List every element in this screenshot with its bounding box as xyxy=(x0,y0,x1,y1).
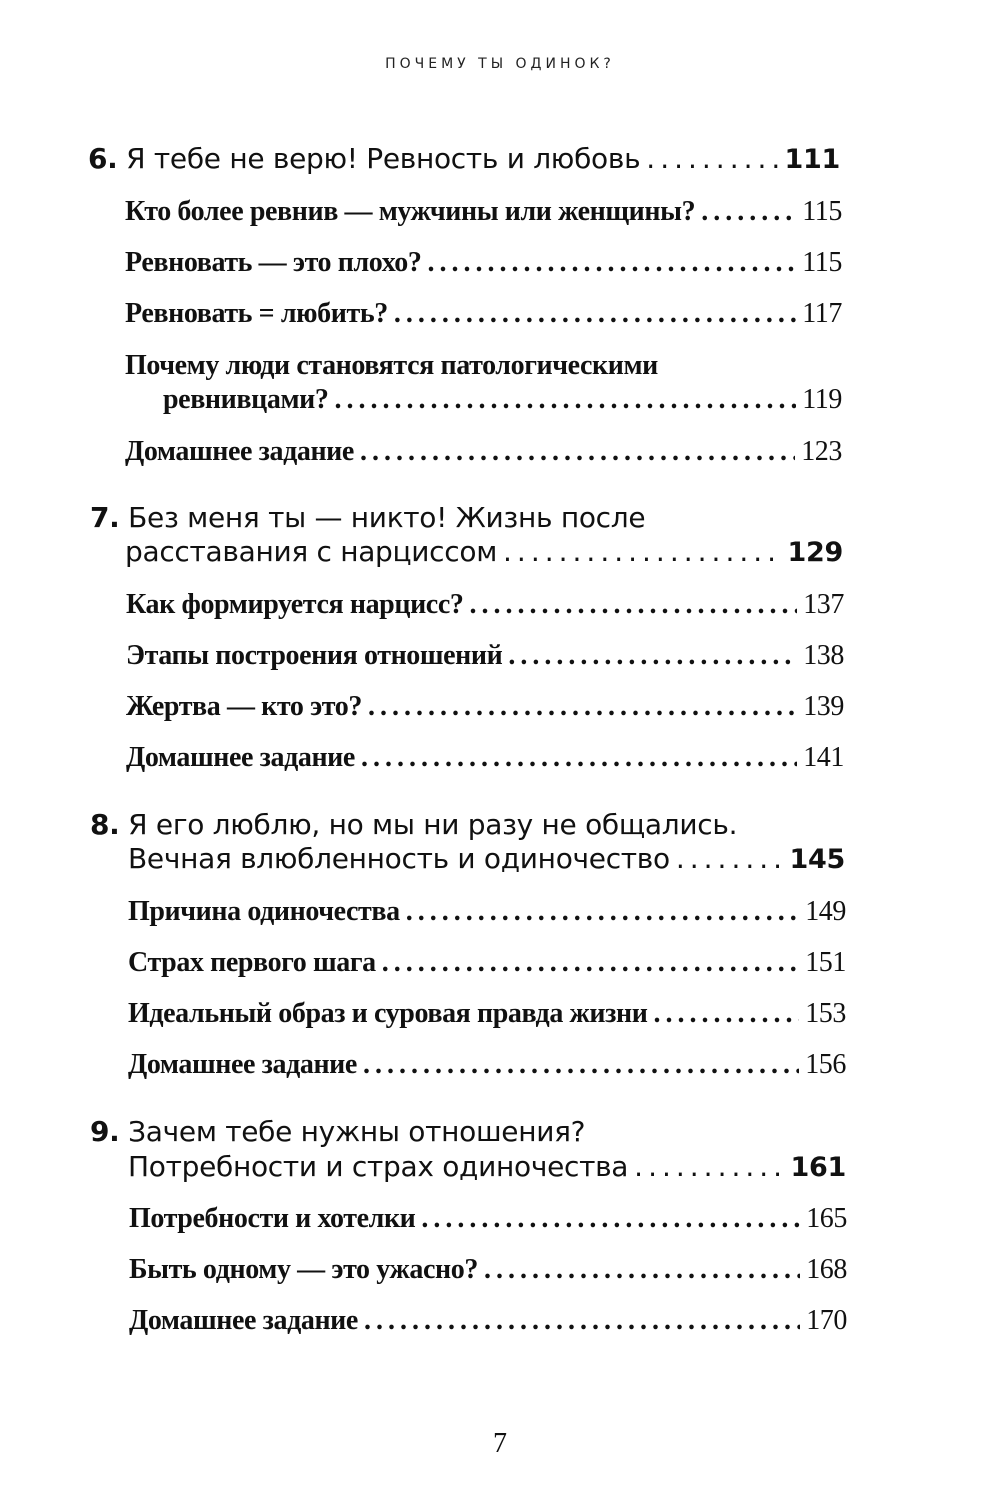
page-number: 129 xyxy=(787,537,843,568)
section-title: Быть одному — это ужасно? xyxy=(129,1254,478,1285)
toc-chapter-9-line1[interactable] xyxy=(90,1115,585,1148)
leader-dots xyxy=(676,842,784,875)
toc-section[interactable] xyxy=(129,1305,847,1337)
section-title-line1: Почему люди становятся патологическими xyxy=(125,350,658,381)
leader-dots xyxy=(382,947,799,979)
leader-dots xyxy=(427,247,796,279)
page-number: 138 xyxy=(803,640,844,671)
section-title: ревнивцами? xyxy=(163,384,329,415)
page-number: 156 xyxy=(805,1049,846,1080)
toc-section[interactable] xyxy=(126,589,844,621)
toc-section[interactable] xyxy=(126,691,844,723)
chapter-title: Я его люблю, но мы ни разу не общались. xyxy=(128,808,738,841)
page-number: 170 xyxy=(806,1305,847,1336)
leader-dots xyxy=(406,896,799,928)
page-folio: 7 xyxy=(493,1428,507,1459)
section-title: Жертва — кто это? xyxy=(126,691,362,722)
leader-dots xyxy=(394,298,796,330)
chapter-number: 7. xyxy=(90,501,120,534)
leader-dots xyxy=(634,1150,784,1183)
page-number: 168 xyxy=(806,1254,847,1285)
section-title: Ревновать — это плохо? xyxy=(125,247,422,278)
chapter-title: Зачем тебе нужны отношения? xyxy=(128,1115,586,1148)
page-number: 119 xyxy=(802,384,842,415)
toc-chapter-7[interactable] xyxy=(125,535,843,568)
page-number: 161 xyxy=(790,1152,846,1183)
toc-section[interactable] xyxy=(128,1049,846,1081)
page-number: 117 xyxy=(802,298,842,329)
toc-section[interactable] xyxy=(125,196,842,228)
leader-dots xyxy=(646,142,778,175)
leader-dots xyxy=(421,1203,800,1235)
leader-dots xyxy=(361,742,797,774)
section-title: Домашнее задание xyxy=(129,1305,358,1336)
toc-section[interactable] xyxy=(163,384,842,416)
leader-dots xyxy=(334,384,796,416)
chapter-title-line2: Потребности и страх одиночества xyxy=(128,1150,629,1183)
section-title: Идеальный образ и суровая правда жизни xyxy=(128,998,648,1029)
toc-section[interactable] xyxy=(129,1254,847,1286)
toc-section[interactable] xyxy=(128,896,846,928)
leader-dots xyxy=(469,589,797,621)
leader-dots xyxy=(360,436,795,468)
toc-section[interactable] xyxy=(125,436,842,468)
page-number: 151 xyxy=(805,947,846,978)
page-number: 111 xyxy=(784,144,840,175)
section-title: Домашнее задание xyxy=(128,1049,357,1080)
chapter-number: 6. xyxy=(88,142,118,175)
toc-chapter-8[interactable] xyxy=(128,842,845,875)
toc-section[interactable] xyxy=(125,298,842,330)
leader-dots xyxy=(701,196,796,228)
section-title: Причина одиночества xyxy=(128,896,400,927)
toc-chapter-7-line1[interactable] xyxy=(90,501,645,534)
page-number: 145 xyxy=(789,844,845,875)
leader-dots xyxy=(364,1305,800,1337)
chapter-number: 8. xyxy=(90,808,120,841)
toc-section[interactable] xyxy=(126,742,844,774)
chapter-title: Без меня ты — никто! Жизнь после xyxy=(128,501,646,534)
toc-chapter-9[interactable] xyxy=(128,1150,846,1183)
leader-dots xyxy=(503,535,782,568)
toc-section[interactable] xyxy=(126,640,844,672)
leader-dots xyxy=(363,1049,799,1081)
page-number: 149 xyxy=(805,896,846,927)
running-head: ПОЧЕМУ ТЫ ОДИНОК? xyxy=(385,56,615,72)
page-number: 153 xyxy=(805,998,846,1029)
chapter-number: 9. xyxy=(90,1115,120,1148)
page-number: 141 xyxy=(803,742,844,773)
chapter-title: Я тебе не верю! Ревность и любовь xyxy=(126,142,641,175)
chapter-title-line2: расставания с нарциссом xyxy=(125,535,498,568)
section-title: Домашнее задание xyxy=(125,436,354,467)
chapter-title-line2: Вечная влюбленность и одиночество xyxy=(128,842,670,875)
section-title: Потребности и хотелки xyxy=(129,1203,416,1234)
section-title: Кто более ревнив — мужчины или женщины? xyxy=(125,196,696,227)
page-number: 123 xyxy=(801,436,842,467)
leader-dots xyxy=(484,1254,800,1286)
section-title: Домашнее задание xyxy=(126,742,355,773)
section-title: Страх первого шага xyxy=(128,947,376,978)
toc-section[interactable] xyxy=(129,1203,847,1235)
page-number: 115 xyxy=(802,247,842,278)
section-title: Этапы построения отношений xyxy=(126,640,503,671)
toc-chapter-6[interactable] xyxy=(88,142,840,175)
section-title: Как формируется нарцисс? xyxy=(126,589,464,620)
section-title: Ревновать = любить? xyxy=(125,298,388,329)
toc-section[interactable] xyxy=(125,247,842,279)
page-number: 115 xyxy=(802,196,842,227)
leader-dots xyxy=(368,691,797,723)
toc-section[interactable] xyxy=(128,947,846,979)
leader-dots xyxy=(653,998,799,1030)
leader-dots xyxy=(508,640,797,672)
toc-section[interactable] xyxy=(128,998,846,1030)
toc-chapter-8-line1[interactable] xyxy=(90,808,737,841)
page-number: 137 xyxy=(803,589,844,620)
page-number: 165 xyxy=(806,1203,847,1234)
page-number: 139 xyxy=(803,691,844,722)
